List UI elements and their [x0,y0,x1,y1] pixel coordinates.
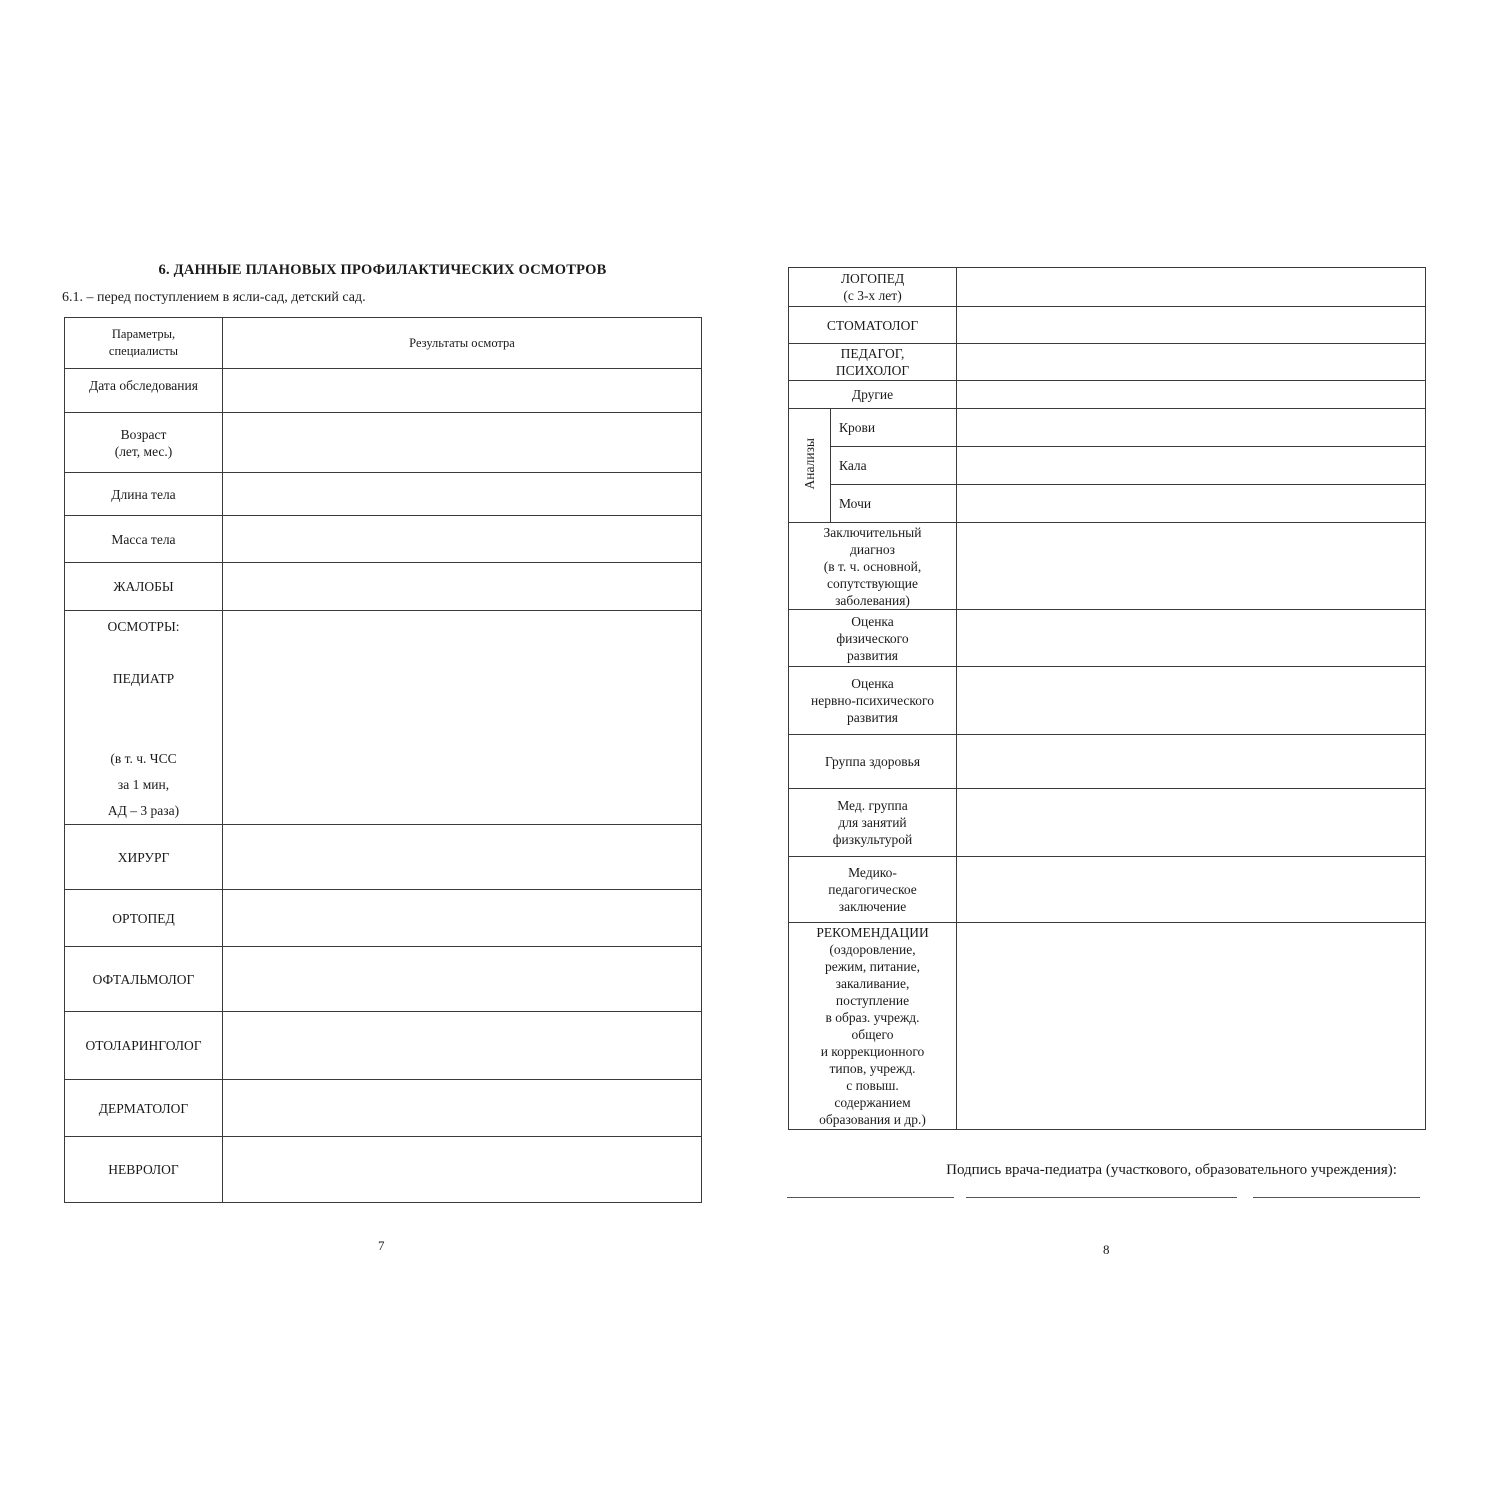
row-label-others: Другие [789,381,957,409]
row-label-blood: Крови [831,409,957,447]
table-row [789,307,1426,344]
signature-line-3[interactable] [1253,1197,1420,1198]
answer-cell-orthopedist[interactable] [223,890,702,947]
table-row [65,825,702,890]
table-header-row [65,318,702,369]
answer-cell-dermatologist[interactable] [223,1080,702,1137]
signature-line-1[interactable] [787,1197,954,1198]
row-label-age [65,413,223,473]
rec-line9: типов, учрежд. [829,1061,916,1076]
row-label-neurologist: НЕВРОЛОГ [65,1137,223,1203]
answer-cell-surgeon[interactable] [223,825,702,890]
row-label-date: Дата обследования [65,369,223,413]
row-label-neuro-development [789,667,957,735]
table-row [65,369,702,413]
phys-line2: физического [836,630,909,646]
diag-line2: диагноз [850,541,895,557]
table-row [65,516,702,563]
medped-line2: педагогическое [828,882,917,897]
answer-cell-mass[interactable] [223,516,702,563]
row-label-physical-development [789,610,957,667]
analyses-vertical-label: Анализы [802,437,817,490]
table-row [789,610,1426,667]
rec-line8: и коррекционного [820,1044,925,1059]
neuro-line1: Оценка [851,676,894,691]
logoped-line1: ЛОГОПЕД [840,271,905,286]
table-row [789,447,1426,485]
answer-cell-logoped[interactable] [957,268,1426,307]
neuro-line2: нервно-психического [811,693,934,708]
answer-cell-others[interactable] [957,381,1426,409]
pediatr-note-line3: АД – 3 раза) [107,803,180,818]
answer-cell-length[interactable] [223,473,702,516]
med-line2: для занятий [838,815,907,830]
row-label-mass: Масса тела [65,516,223,563]
page-number-left: 7 [378,1238,385,1253]
table-row [65,1137,702,1203]
rec-line3: режим, питание, [825,959,920,974]
row-label-surgeon: ХИРУРГ [65,825,223,890]
header-param-line1: Параметры, [111,327,176,341]
row-label-final-diagnosis [789,523,957,610]
rec-line6: в образ. учрежд. [825,1010,920,1025]
table-row [789,735,1426,789]
med-line1: Мед. группа [837,798,908,813]
table-row [65,563,702,611]
logoped-line2: (с 3-х лет) [843,288,902,303]
header-results: Результаты осмотра [223,318,702,369]
answer-cell-recommendations[interactable] [957,923,1426,1130]
row-label-orthopedist: ОРТОПЕД [65,890,223,947]
age-label-line2: (лет, мес.) [114,443,173,459]
rec-line11: содержанием [834,1095,911,1110]
neuro-line3: развития [847,710,899,725]
answer-cell-med-group[interactable] [957,789,1426,857]
medped-line1: Медико- [848,865,897,880]
rec-line10: с повыш. [846,1078,899,1093]
analyses-group-label [789,409,831,523]
table-row [65,1012,702,1080]
rec-line7: общего [851,1027,894,1042]
table-row [65,611,702,825]
teacher-line2: ПСИХОЛОГ [835,363,910,378]
page-number-right: 8 [1103,1242,1110,1257]
answer-cell-ophthalmologist[interactable] [223,947,702,1012]
answer-cell-complaints[interactable] [223,563,702,611]
pediatr-note-line1: (в т. ч. ЧСС [110,751,177,766]
signature-line-2[interactable] [966,1197,1237,1198]
table-row [65,473,702,516]
answer-cell-health-group[interactable] [957,735,1426,789]
table-row [65,890,702,947]
left-exam-table [64,317,702,1203]
row-label-medped-conclusion [789,857,957,923]
answer-cell-physical-development[interactable] [957,610,1426,667]
row-label-urine: Мочи [831,485,957,523]
header-param-line2: специалисты [108,344,179,358]
answer-cell-otolaryngologist[interactable] [223,1012,702,1080]
phys-line1: Оценка [851,613,894,629]
table-row [789,789,1426,857]
row-label-otolaryngologist: ОТОЛАРИНГОЛОГ [65,1012,223,1080]
row-label-dermatologist: ДЕРМАТОЛОГ [65,1080,223,1137]
table-row [789,667,1426,735]
rec-line12: образования и др.) [819,1112,926,1127]
answer-cell-pediatrician[interactable] [223,611,702,825]
table-row [789,381,1426,409]
answer-cell-medped-conclusion[interactable] [957,857,1426,923]
rec-line2: (оздоровление, [829,942,916,957]
section-subtitle: 6.1. – перед поступлением в ясли-сад, детский сад. [62,290,366,305]
answer-cell-neuro-development[interactable] [957,667,1426,735]
answer-cell-neurologist[interactable] [223,1137,702,1203]
diag-line3: (в т. ч. основной, [823,558,922,574]
table-row [65,947,702,1012]
right-exam-table [788,267,1426,1130]
rec-line1: РЕКОМЕНДАЦИИ [816,925,929,940]
signature-label: Подпись врача-педиатра (участкового, образовательного учреждения): [946,1162,1397,1178]
pediatr-note-line2: за 1 мин, [117,777,170,792]
row-label-pediatrician [65,611,223,825]
row-label-stool: Кала [831,447,957,485]
phys-line3: развития [847,647,899,663]
table-row [789,523,1426,610]
row-label-dentist: СТОМАТОЛОГ [789,307,957,344]
age-label-line1: Возраст [120,426,167,442]
table-row [789,857,1426,923]
rec-line4: закаливание, [835,976,910,991]
med-line3: физкультурой [832,832,913,847]
answer-cell-final-diagnosis[interactable] [957,523,1426,610]
page-title: 6. ДАННЫЕ ПЛАНОВЫХ ПРОФИЛАКТИЧЕСКИХ ОСМОТРОВ [158,262,607,278]
answer-cell-teacher[interactable] [957,344,1426,381]
answer-cell-urine[interactable] [957,485,1426,523]
table-row [65,1080,702,1137]
diag-line4: сопутствующие [826,575,919,591]
table-row [65,413,702,473]
rec-line5: поступление [835,993,910,1008]
answer-cell-stool[interactable] [957,447,1426,485]
answer-cell-blood[interactable] [957,409,1426,447]
teacher-line1: ПЕДАГОГ, [840,346,905,361]
row-label-ophthalmologist: ОФТАЛЬМОЛОГ [65,947,223,1012]
table-row [789,923,1426,1130]
row-label-complaints: ЖАЛОБЫ [65,563,223,611]
medped-line3: заключение [838,899,907,914]
answer-cell-date[interactable] [223,369,702,413]
header-parameters [65,318,223,369]
row-label-teacher [789,344,957,381]
row-label-health-group: Группа здоровья [789,735,957,789]
answer-cell-age[interactable] [223,413,702,473]
diag-line1: Заключительный [823,524,922,540]
row-label-recommendations [789,923,957,1130]
diag-line5: заболевания) [835,592,910,608]
row-label-med-group [789,789,957,857]
table-row [789,485,1426,523]
exams-label: ОСМОТРЫ: [107,619,180,634]
row-label-logoped [789,268,957,307]
table-row [789,344,1426,381]
table-row [789,268,1426,307]
pediatrician-label: ПЕДИАТР [112,671,175,686]
table-row [789,409,1426,447]
answer-cell-dentist[interactable] [957,307,1426,344]
row-label-length: Длина тела [65,473,223,516]
